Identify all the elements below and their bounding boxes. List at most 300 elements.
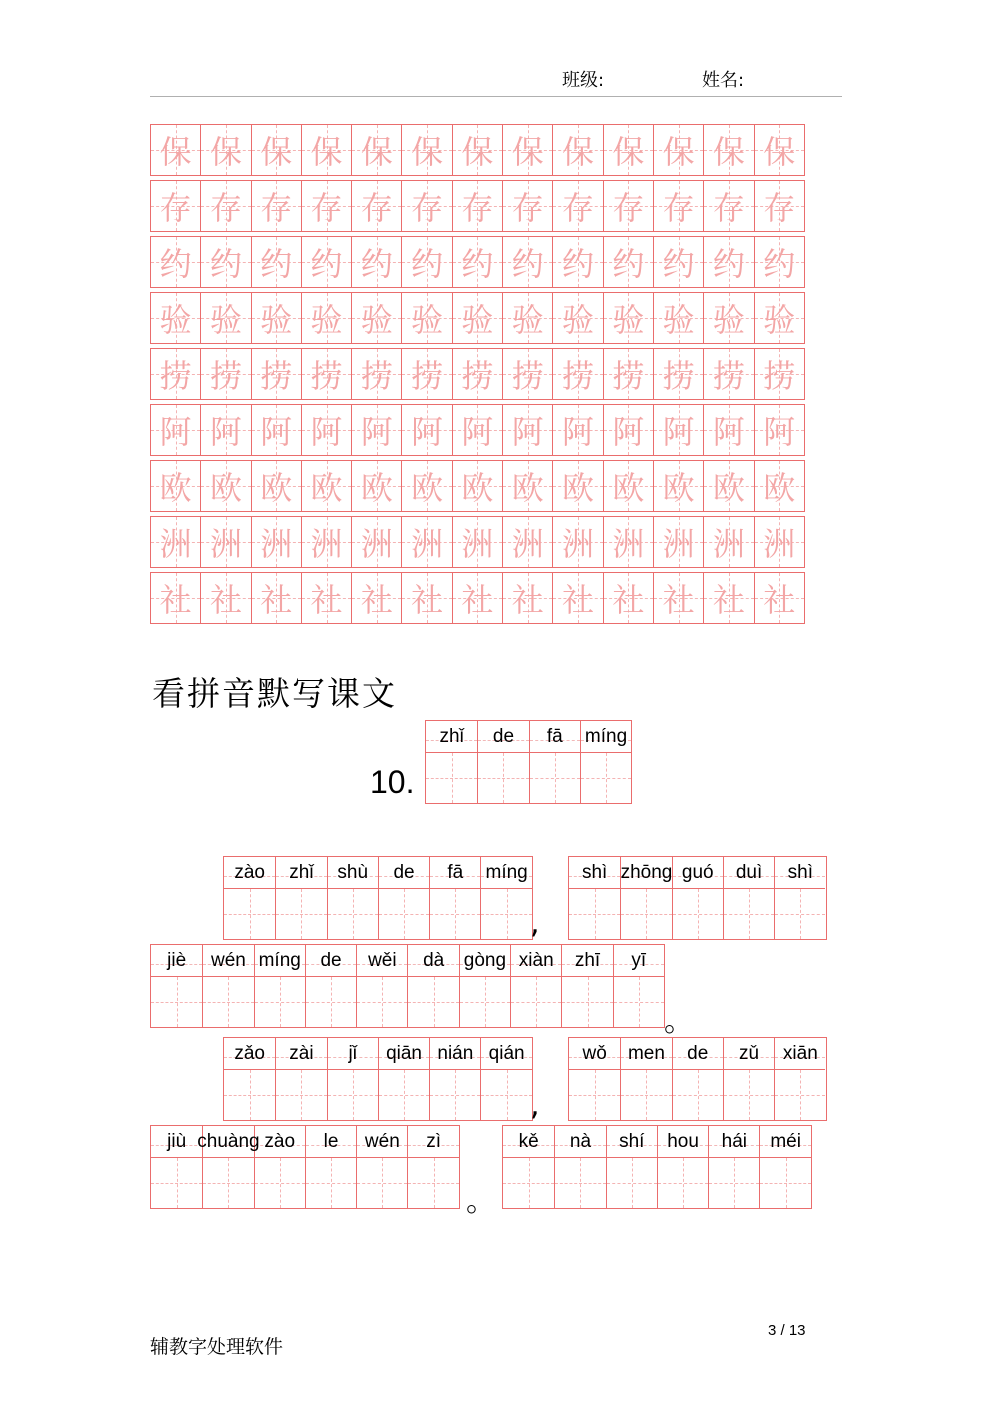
practice-cell xyxy=(552,348,603,400)
pinyin-text: wǒ xyxy=(582,1042,607,1064)
trace-character: 存 xyxy=(159,189,192,227)
pinyin-cell xyxy=(614,945,664,977)
pinyin-text: míng xyxy=(584,725,628,747)
character-writing-cell[interactable] xyxy=(255,1158,305,1208)
word-cell xyxy=(657,1126,708,1208)
character-writing-cell[interactable] xyxy=(379,1070,429,1120)
trace-character: 阿 xyxy=(461,413,494,451)
trace-character: 保 xyxy=(662,133,695,171)
practice-cell xyxy=(653,124,704,176)
pinyin-text: fā xyxy=(546,725,563,747)
trace-character: 约 xyxy=(662,245,695,283)
character-writing-cell[interactable] xyxy=(481,1070,531,1120)
practice-cell xyxy=(150,124,201,176)
practice-cell xyxy=(301,572,352,624)
practice-cell xyxy=(452,124,503,176)
trace-character: 阿 xyxy=(209,413,242,451)
practice-cell xyxy=(552,460,603,512)
character-writing-cell[interactable] xyxy=(709,1158,759,1208)
practice-row xyxy=(150,236,817,288)
pinyin-text: de xyxy=(687,1042,709,1064)
trace-character: 约 xyxy=(612,245,645,283)
trace-character: 捞 xyxy=(662,357,695,395)
pinyin-cell xyxy=(673,1038,723,1070)
trace-character: 洲 xyxy=(712,525,745,563)
trace-character: 阿 xyxy=(712,413,745,451)
trace-character: 保 xyxy=(461,133,494,171)
trace-character: 验 xyxy=(712,301,745,339)
practice-cell xyxy=(703,348,754,400)
character-writing-cell[interactable] xyxy=(306,1158,356,1208)
trace-character: 捞 xyxy=(763,357,796,395)
trace-character: 洲 xyxy=(763,525,796,563)
character-writing-cell[interactable] xyxy=(621,889,671,939)
pinyin-text: zǎo xyxy=(234,1042,265,1064)
word-cell xyxy=(407,945,458,1027)
character-writing-cell[interactable] xyxy=(621,1070,671,1120)
pinyin-cell xyxy=(621,1038,671,1070)
trace-character: 存 xyxy=(260,189,293,227)
pinyin-text: wén xyxy=(211,949,246,971)
trace-character: 验 xyxy=(360,301,393,339)
character-writing-cell[interactable] xyxy=(614,977,664,1027)
pinyin-cell xyxy=(151,945,202,977)
character-writing-cell[interactable] xyxy=(408,1158,458,1208)
trace-character: 存 xyxy=(511,189,544,227)
trace-character: 洲 xyxy=(360,525,393,563)
practice-cell xyxy=(452,460,503,512)
practice-cell xyxy=(603,348,654,400)
trace-character: 捞 xyxy=(511,357,544,395)
practice-cell xyxy=(401,404,452,456)
practice-cell xyxy=(754,572,805,624)
character-writing-cell[interactable] xyxy=(673,889,723,939)
trace-character: 捞 xyxy=(461,357,494,395)
pinyin-cell xyxy=(224,857,275,889)
trace-character: 验 xyxy=(260,301,293,339)
character-writing-cell[interactable] xyxy=(426,753,477,803)
practice-row xyxy=(150,180,817,232)
practice-cell xyxy=(452,404,503,456)
word-cell xyxy=(327,1038,378,1120)
trace-character: 洲 xyxy=(662,525,695,563)
trace-character: 验 xyxy=(763,301,796,339)
word-cell xyxy=(672,857,723,939)
word-cell xyxy=(510,945,561,1027)
character-writing-cell[interactable] xyxy=(151,977,202,1027)
character-writing-cell[interactable] xyxy=(562,977,612,1027)
pinyin-cell xyxy=(460,945,510,977)
trace-character: 社 xyxy=(461,581,494,619)
pinyin-cell xyxy=(478,721,528,753)
word-box xyxy=(568,856,827,940)
pinyin-cell xyxy=(306,1126,356,1158)
practice-cell xyxy=(603,460,654,512)
trace-character: 验 xyxy=(209,301,242,339)
word-cell xyxy=(759,1126,810,1208)
pinyin-cell xyxy=(555,1126,605,1158)
practice-row xyxy=(150,292,817,344)
trace-character: 欧 xyxy=(260,469,293,507)
character-writing-cell[interactable] xyxy=(276,1070,326,1120)
practice-cell xyxy=(150,516,201,568)
word-cell xyxy=(774,857,825,939)
pinyin-cell xyxy=(481,1038,531,1070)
pinyin-cell xyxy=(430,857,480,889)
practice-cell xyxy=(754,516,805,568)
pinyin-text: xiàn xyxy=(518,949,554,971)
trace-character: 验 xyxy=(310,301,343,339)
trace-character: 欧 xyxy=(411,469,444,507)
character-writing-cell[interactable] xyxy=(581,753,631,803)
practice-cell xyxy=(603,572,654,624)
word-cell xyxy=(254,945,305,1027)
practice-cell xyxy=(351,292,402,344)
character-writing-cell[interactable] xyxy=(569,889,620,939)
practice-cell xyxy=(301,180,352,232)
practice-cell xyxy=(401,124,452,176)
trace-character: 社 xyxy=(260,581,293,619)
word-box xyxy=(502,1125,812,1209)
word-cell xyxy=(426,721,477,803)
character-writing-cell[interactable] xyxy=(775,889,825,939)
character-writing-cell[interactable] xyxy=(328,889,378,939)
trace-character: 阿 xyxy=(511,413,544,451)
practice-cell xyxy=(502,516,553,568)
pinyin-text: zhī xyxy=(574,949,601,971)
trace-character: 洲 xyxy=(159,525,192,563)
practice-cell xyxy=(401,180,452,232)
word-box xyxy=(150,944,665,1028)
practice-cell xyxy=(552,572,603,624)
word-box xyxy=(150,1125,460,1209)
character-writing-cell[interactable] xyxy=(328,1070,378,1120)
pinyin-text: méi xyxy=(770,1130,801,1152)
trace-character: 存 xyxy=(310,189,343,227)
character-writing-cell[interactable] xyxy=(511,977,561,1027)
pinyin-text: qiān xyxy=(386,1042,422,1064)
trace-character: 阿 xyxy=(360,413,393,451)
practice-cell xyxy=(653,180,704,232)
pinyin-text: zhǐ xyxy=(439,725,464,747)
practice-cell xyxy=(552,236,603,288)
pinyin-text: wén xyxy=(364,1130,400,1152)
practice-cell xyxy=(653,348,704,400)
practice-cell xyxy=(251,236,302,288)
character-writing-cell[interactable] xyxy=(775,1070,825,1120)
trace-character: 阿 xyxy=(662,413,695,451)
practice-cell xyxy=(200,460,251,512)
practice-row xyxy=(150,404,817,456)
character-writing-cell[interactable] xyxy=(357,977,407,1027)
word-cell xyxy=(561,945,612,1027)
practice-cell xyxy=(150,292,201,344)
pinyin-cell xyxy=(197,1126,260,1158)
character-writing-cell[interactable] xyxy=(379,889,429,939)
trace-character: 阿 xyxy=(310,413,343,451)
word-cell xyxy=(378,1038,429,1120)
trace-character: 捞 xyxy=(411,357,444,395)
pinyin-text: zhōng xyxy=(620,861,673,883)
practice-cell xyxy=(401,572,452,624)
pinyin-text: jǐ xyxy=(348,1042,357,1064)
pinyin-text: kě xyxy=(518,1130,539,1152)
page-indicator: 3 / 13 xyxy=(768,1322,806,1339)
pinyin-cell xyxy=(658,1126,708,1158)
practice-cell xyxy=(703,124,754,176)
practice-cell xyxy=(401,460,452,512)
practice-cell xyxy=(603,180,654,232)
pinyin-cell xyxy=(276,857,326,889)
pinyin-cell xyxy=(607,1126,657,1158)
character-writing-cell[interactable] xyxy=(503,1158,554,1208)
practice-cell xyxy=(754,180,805,232)
trace-character: 保 xyxy=(511,133,544,171)
character-writing-cell[interactable] xyxy=(481,889,531,939)
trace-character: 保 xyxy=(209,133,242,171)
word-cell xyxy=(356,1126,407,1208)
pinyin-text: men xyxy=(627,1042,665,1064)
practice-cell xyxy=(301,404,352,456)
pinyin-text: zài xyxy=(289,1042,314,1064)
trace-character: 洲 xyxy=(612,525,645,563)
practice-cell xyxy=(301,460,352,512)
class-label: 班级: xyxy=(562,70,605,91)
word-cell xyxy=(429,1038,480,1120)
pinyin-text: míng xyxy=(485,861,528,883)
practice-cell xyxy=(200,572,251,624)
trace-character: 洲 xyxy=(310,525,343,563)
trace-character: 约 xyxy=(511,245,544,283)
character-writing-cell[interactable] xyxy=(430,1070,480,1120)
practice-row xyxy=(150,572,817,624)
trace-character: 阿 xyxy=(159,413,192,451)
trace-character: 验 xyxy=(461,301,494,339)
trace-character: 社 xyxy=(612,581,645,619)
practice-cell xyxy=(502,404,553,456)
practice-cell xyxy=(552,124,603,176)
word-cell xyxy=(407,1126,458,1208)
pinyin-text: hái xyxy=(721,1130,748,1152)
trace-character: 约 xyxy=(159,245,192,283)
practice-cell xyxy=(351,516,402,568)
pinyin-cell xyxy=(276,1038,326,1070)
practice-cell xyxy=(502,236,553,288)
practice-cell xyxy=(552,180,603,232)
trace-character: 阿 xyxy=(763,413,796,451)
practice-cell xyxy=(452,572,503,624)
practice-cell xyxy=(301,516,352,568)
character-writing-cell[interactable] xyxy=(569,1070,620,1120)
pinyin-cell xyxy=(408,1126,458,1158)
trace-character: 约 xyxy=(461,245,494,283)
word-cell xyxy=(569,1038,620,1120)
practice-cell xyxy=(502,460,553,512)
word-cell xyxy=(620,1038,671,1120)
character-writing-cell[interactable] xyxy=(760,1158,810,1208)
practice-cell xyxy=(754,404,805,456)
trace-character: 欧 xyxy=(310,469,343,507)
trace-character: 约 xyxy=(411,245,444,283)
header-rule xyxy=(150,96,842,97)
trace-character: 欧 xyxy=(712,469,745,507)
character-writing-cell[interactable] xyxy=(306,977,356,1027)
pinyin-text: dà xyxy=(423,949,445,971)
character-writing-cell[interactable] xyxy=(408,977,458,1027)
practice-row xyxy=(150,124,817,176)
trace-character: 保 xyxy=(612,133,645,171)
practice-cell xyxy=(552,516,603,568)
pinyin-cell xyxy=(426,721,477,753)
practice-cell xyxy=(251,292,302,344)
pinyin-cell xyxy=(581,721,631,753)
word-cell xyxy=(429,857,480,939)
practice-cell xyxy=(653,460,704,512)
trace-character: 保 xyxy=(360,133,393,171)
character-writing-cell[interactable] xyxy=(673,1070,723,1120)
practice-cell xyxy=(552,292,603,344)
practice-cell xyxy=(150,236,201,288)
pinyin-cell xyxy=(430,1038,480,1070)
character-writing-cell[interactable] xyxy=(478,753,528,803)
word-cell xyxy=(151,1126,202,1208)
trace-character: 捞 xyxy=(712,357,745,395)
word-cell xyxy=(459,945,510,1027)
character-writing-cell[interactable] xyxy=(724,889,774,939)
character-writing-cell[interactable] xyxy=(724,1070,774,1120)
character-writing-cell[interactable] xyxy=(357,1158,407,1208)
punctuation-mark: 。 xyxy=(466,1184,496,1219)
pinyin-text: fā xyxy=(447,861,464,883)
pinyin-text: xiān xyxy=(782,1042,818,1064)
character-writing-cell[interactable] xyxy=(460,977,510,1027)
character-writing-cell[interactable] xyxy=(255,977,305,1027)
practice-cell xyxy=(351,124,402,176)
trace-character: 社 xyxy=(562,581,595,619)
pinyin-cell xyxy=(379,857,429,889)
pinyin-cell xyxy=(760,1126,810,1158)
pinyin-cell xyxy=(306,945,356,977)
character-writing-cell[interactable] xyxy=(224,889,275,939)
pinyin-cell xyxy=(569,1038,620,1070)
pinyin-text: zhǐ xyxy=(289,861,314,883)
word-cell xyxy=(356,945,407,1027)
practice-cell xyxy=(301,124,352,176)
trace-character: 保 xyxy=(712,133,745,171)
word-cell xyxy=(202,945,253,1027)
pinyin-text: nà xyxy=(569,1130,592,1152)
practice-cell xyxy=(301,236,352,288)
pinyin-text: hou xyxy=(667,1130,699,1152)
word-box xyxy=(568,1037,827,1121)
practice-cell xyxy=(401,292,452,344)
trace-character: 社 xyxy=(411,581,444,619)
practice-cell xyxy=(251,124,302,176)
pinyin-cell xyxy=(775,857,825,889)
word-cell xyxy=(197,1126,260,1208)
pinyin-cell xyxy=(569,857,620,889)
trace-character: 存 xyxy=(209,189,242,227)
trace-character: 保 xyxy=(310,133,343,171)
trace-character: 约 xyxy=(310,245,343,283)
pinyin-cell xyxy=(511,945,561,977)
word-cell xyxy=(151,945,202,1027)
pinyin-text: zǔ xyxy=(739,1042,760,1064)
practice-cell xyxy=(703,572,754,624)
pinyin-text: míng xyxy=(258,949,301,971)
pinyin-text: chuàng xyxy=(197,1130,260,1152)
practice-cell xyxy=(150,572,201,624)
practice-cell xyxy=(754,236,805,288)
character-writing-cell[interactable] xyxy=(530,753,580,803)
pinyin-text: yī xyxy=(631,949,647,971)
trace-character: 洲 xyxy=(511,525,544,563)
character-writing-cell[interactable] xyxy=(151,1158,202,1208)
pinyin-text: gòng xyxy=(463,949,507,971)
trace-character: 欧 xyxy=(159,469,192,507)
character-writing-cell[interactable] xyxy=(224,1070,275,1120)
pinyin-cell xyxy=(621,857,671,889)
trace-character: 存 xyxy=(360,189,393,227)
word-cell xyxy=(378,857,429,939)
practice-cell xyxy=(452,180,503,232)
practice-cell xyxy=(653,516,704,568)
practice-cell xyxy=(251,516,302,568)
pinyin-text: de xyxy=(492,725,515,747)
word-cell xyxy=(503,1126,554,1208)
pinyin-cell xyxy=(724,857,774,889)
trace-character: 洲 xyxy=(411,525,444,563)
pinyin-text: wěi xyxy=(368,949,397,971)
practice-cell xyxy=(703,180,754,232)
character-writing-cell[interactable] xyxy=(607,1158,657,1208)
pinyin-cell xyxy=(481,857,531,889)
trace-character: 约 xyxy=(763,245,796,283)
practice-cell xyxy=(502,572,553,624)
word-cell xyxy=(224,1038,275,1120)
character-writing-cell[interactable] xyxy=(203,1158,253,1208)
practice-cell xyxy=(754,292,805,344)
practice-cell xyxy=(401,516,452,568)
practice-cell xyxy=(251,404,302,456)
character-writing-cell[interactable] xyxy=(555,1158,605,1208)
pinyin-text: shù xyxy=(337,861,369,883)
character-writing-cell[interactable] xyxy=(658,1158,708,1208)
word-cell xyxy=(305,1126,356,1208)
word-cell xyxy=(480,857,531,939)
pinyin-text: nián xyxy=(437,1042,474,1064)
character-writing-cell[interactable] xyxy=(430,889,480,939)
trace-character: 洲 xyxy=(260,525,293,563)
pinyin-text: qián xyxy=(488,1042,525,1064)
practice-cell xyxy=(452,516,503,568)
practice-cell xyxy=(251,348,302,400)
word-box xyxy=(223,856,533,940)
pinyin-text: jiè xyxy=(167,949,187,971)
trace-character: 社 xyxy=(159,581,192,619)
practice-cell xyxy=(301,348,352,400)
trace-character: 阿 xyxy=(562,413,595,451)
pinyin-cell xyxy=(408,945,458,977)
character-writing-cell[interactable] xyxy=(203,977,253,1027)
trace-character: 保 xyxy=(411,133,444,171)
trace-character: 捞 xyxy=(260,357,293,395)
trace-character: 洲 xyxy=(209,525,242,563)
trace-character: 验 xyxy=(411,301,444,339)
character-writing-cell[interactable] xyxy=(276,889,326,939)
pinyin-cell xyxy=(530,721,580,753)
trace-character: 阿 xyxy=(411,413,444,451)
